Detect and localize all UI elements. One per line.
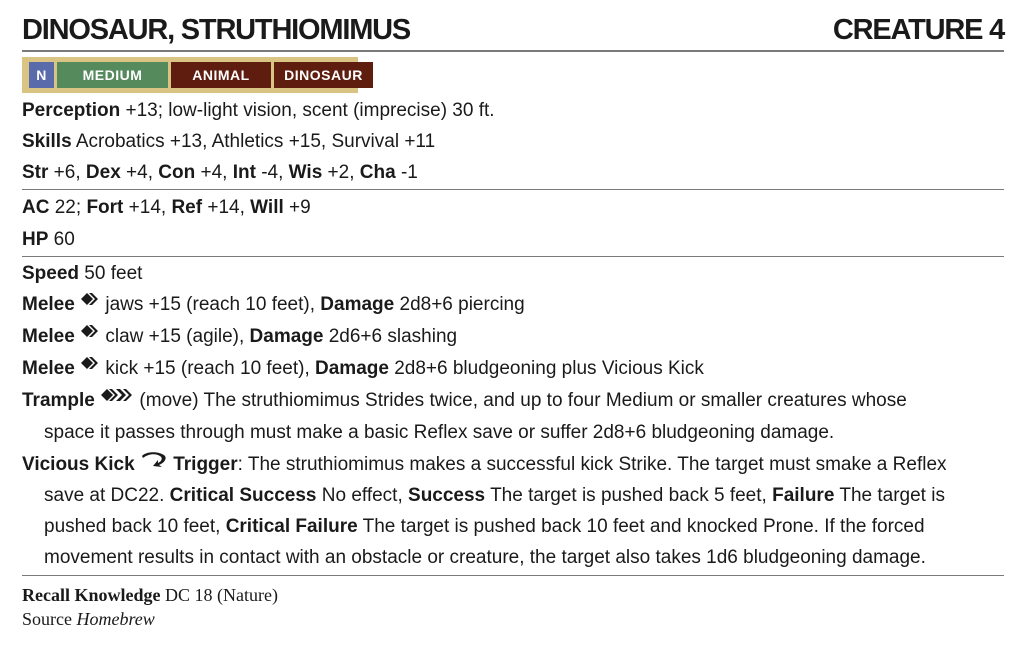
melee-label: Melee: [22, 294, 75, 315]
skills-line: [22, 126, 1004, 157]
single-action-icon: [80, 351, 100, 382]
wis-value: +2,: [322, 162, 360, 183]
int-label: Int: [232, 162, 256, 183]
dex-label: Dex: [85, 162, 121, 183]
skills-label: Skills: [22, 131, 72, 152]
failure-text: The target is: [834, 485, 945, 506]
trample-text: (move) The struthiomimus Strides twice, and up to four Medium or smaller creatures whose: [134, 390, 907, 411]
footer-divider: [22, 575, 1004, 576]
speed-label: Speed: [22, 263, 80, 284]
trample-label: Trample: [22, 390, 95, 411]
traits-bar: [22, 57, 363, 93]
success-label: Success: [408, 485, 486, 506]
wis-label: Wis: [288, 162, 323, 183]
strike-damage: 2d8+6 piercing: [394, 294, 525, 315]
defenses-line: [22, 192, 1004, 223]
trample-line-1: [22, 385, 1004, 416]
strike-damage: 2d8+6 bludgeoning plus Vicious Kick: [388, 358, 704, 379]
vicious-kick-line-3: [44, 511, 1024, 542]
vicious-kick-line-2: [44, 480, 1024, 511]
melee-label: Melee: [22, 358, 75, 379]
hp-value: 60: [48, 229, 75, 250]
stat-block-header: [22, 14, 1004, 50]
perception-value: +13; low-light vision, scent (imprecise) 30 ft.: [120, 100, 495, 121]
single-action-icon: [80, 287, 100, 318]
vicious-kick-line-1: [22, 449, 1004, 480]
trait-alignment: N: [29, 62, 54, 88]
offense-divider: [22, 256, 1004, 257]
source-label: Source: [22, 609, 77, 629]
ac-label: AC: [22, 197, 50, 218]
melee-claw-line: [22, 321, 1004, 352]
strike-damage: 2d6+6 slashing: [323, 326, 458, 347]
source-value: Homebrew: [76, 609, 155, 629]
trigger-label: Trigger: [173, 454, 238, 475]
two-actions-icon: [100, 383, 134, 414]
skills-value: Acrobatics +13, Athletics +15, Survival +11: [71, 131, 436, 152]
reaction-icon: [140, 447, 168, 478]
ac-value: 22;: [49, 197, 87, 218]
source-line: [22, 607, 155, 631]
recall-label: Recall Knowledge: [22, 585, 161, 605]
speed-line: [22, 258, 1004, 289]
vicious-kick-line-4: movement results in contact with an obstacle or creature, the target also takes 1d6 bludgeoning damage.: [44, 547, 926, 568]
creature-level: CREATURE 4: [832, 14, 1004, 46]
trample-line-2: space it passes through must make a basic Reflex save or suffer 2d8+6 bludgeoning damage.: [44, 422, 835, 443]
single-action-icon: [80, 319, 100, 350]
str-value: +6,: [48, 162, 86, 183]
header-divider: [22, 50, 1004, 52]
success-text: The target is pushed back 5 feet,: [485, 485, 773, 506]
recall-value: DC 18 (Nature): [160, 585, 278, 605]
strike-attack: claw +15 (agile),: [100, 326, 250, 347]
ref-label: Ref: [171, 197, 203, 218]
creature-name: DINOSAUR, STRUTHIOMIMUS: [22, 14, 411, 46]
str-label: Str: [22, 162, 49, 183]
vicious-kick-label: Vicious Kick: [22, 454, 135, 475]
save-dc-text: save at DC22.: [44, 485, 170, 506]
failure-text-cont: pushed back 10 feet,: [44, 516, 226, 537]
vicious-kick-text: : The struthiomimus makes a successful kick Strike. The target must smake a Reflex: [237, 454, 947, 475]
ref-value: +14,: [202, 197, 251, 218]
speed-value: 50 feet: [79, 263, 143, 284]
cha-value: -1: [395, 162, 418, 183]
critical-failure-text: The target is pushed back 10 feet and knocked Prone. If the forced: [357, 516, 925, 537]
recall-knowledge-line: [22, 583, 278, 607]
critical-failure-label: Critical Failure: [225, 516, 358, 537]
con-value: +4,: [195, 162, 233, 183]
strike-attack: jaws +15 (reach 10 feet),: [100, 294, 321, 315]
critical-success-text: No effect,: [316, 485, 409, 506]
fort-label: Fort: [86, 197, 124, 218]
hp-label: HP: [22, 229, 49, 250]
int-value: -4,: [255, 162, 289, 183]
trait-animal: ANIMAL: [171, 62, 271, 88]
critical-success-label: Critical Success: [169, 485, 317, 506]
will-label: Will: [250, 197, 284, 218]
trait-size: MEDIUM: [57, 62, 168, 88]
melee-jaws-line: [22, 289, 1004, 320]
melee-label: Melee: [22, 326, 75, 347]
perception-line: [22, 95, 1004, 126]
perception-label: Perception: [22, 100, 121, 121]
con-label: Con: [158, 162, 196, 183]
defense-divider: [22, 189, 1004, 190]
fort-value: +14,: [123, 197, 172, 218]
ability-scores-line: [22, 157, 1004, 188]
dex-value: +4,: [120, 162, 159, 183]
damage-label: Damage: [320, 294, 395, 315]
trait-dinosaur: DINOSAUR: [274, 62, 373, 88]
melee-kick-line: [22, 353, 1004, 384]
strike-attack: kick +15 (reach 10 feet),: [100, 358, 316, 379]
hp-line: [22, 224, 1004, 255]
will-value: +9: [283, 197, 311, 218]
cha-label: Cha: [359, 162, 396, 183]
failure-label: Failure: [772, 485, 835, 506]
damage-label: Damage: [315, 358, 389, 379]
damage-label: Damage: [249, 326, 324, 347]
